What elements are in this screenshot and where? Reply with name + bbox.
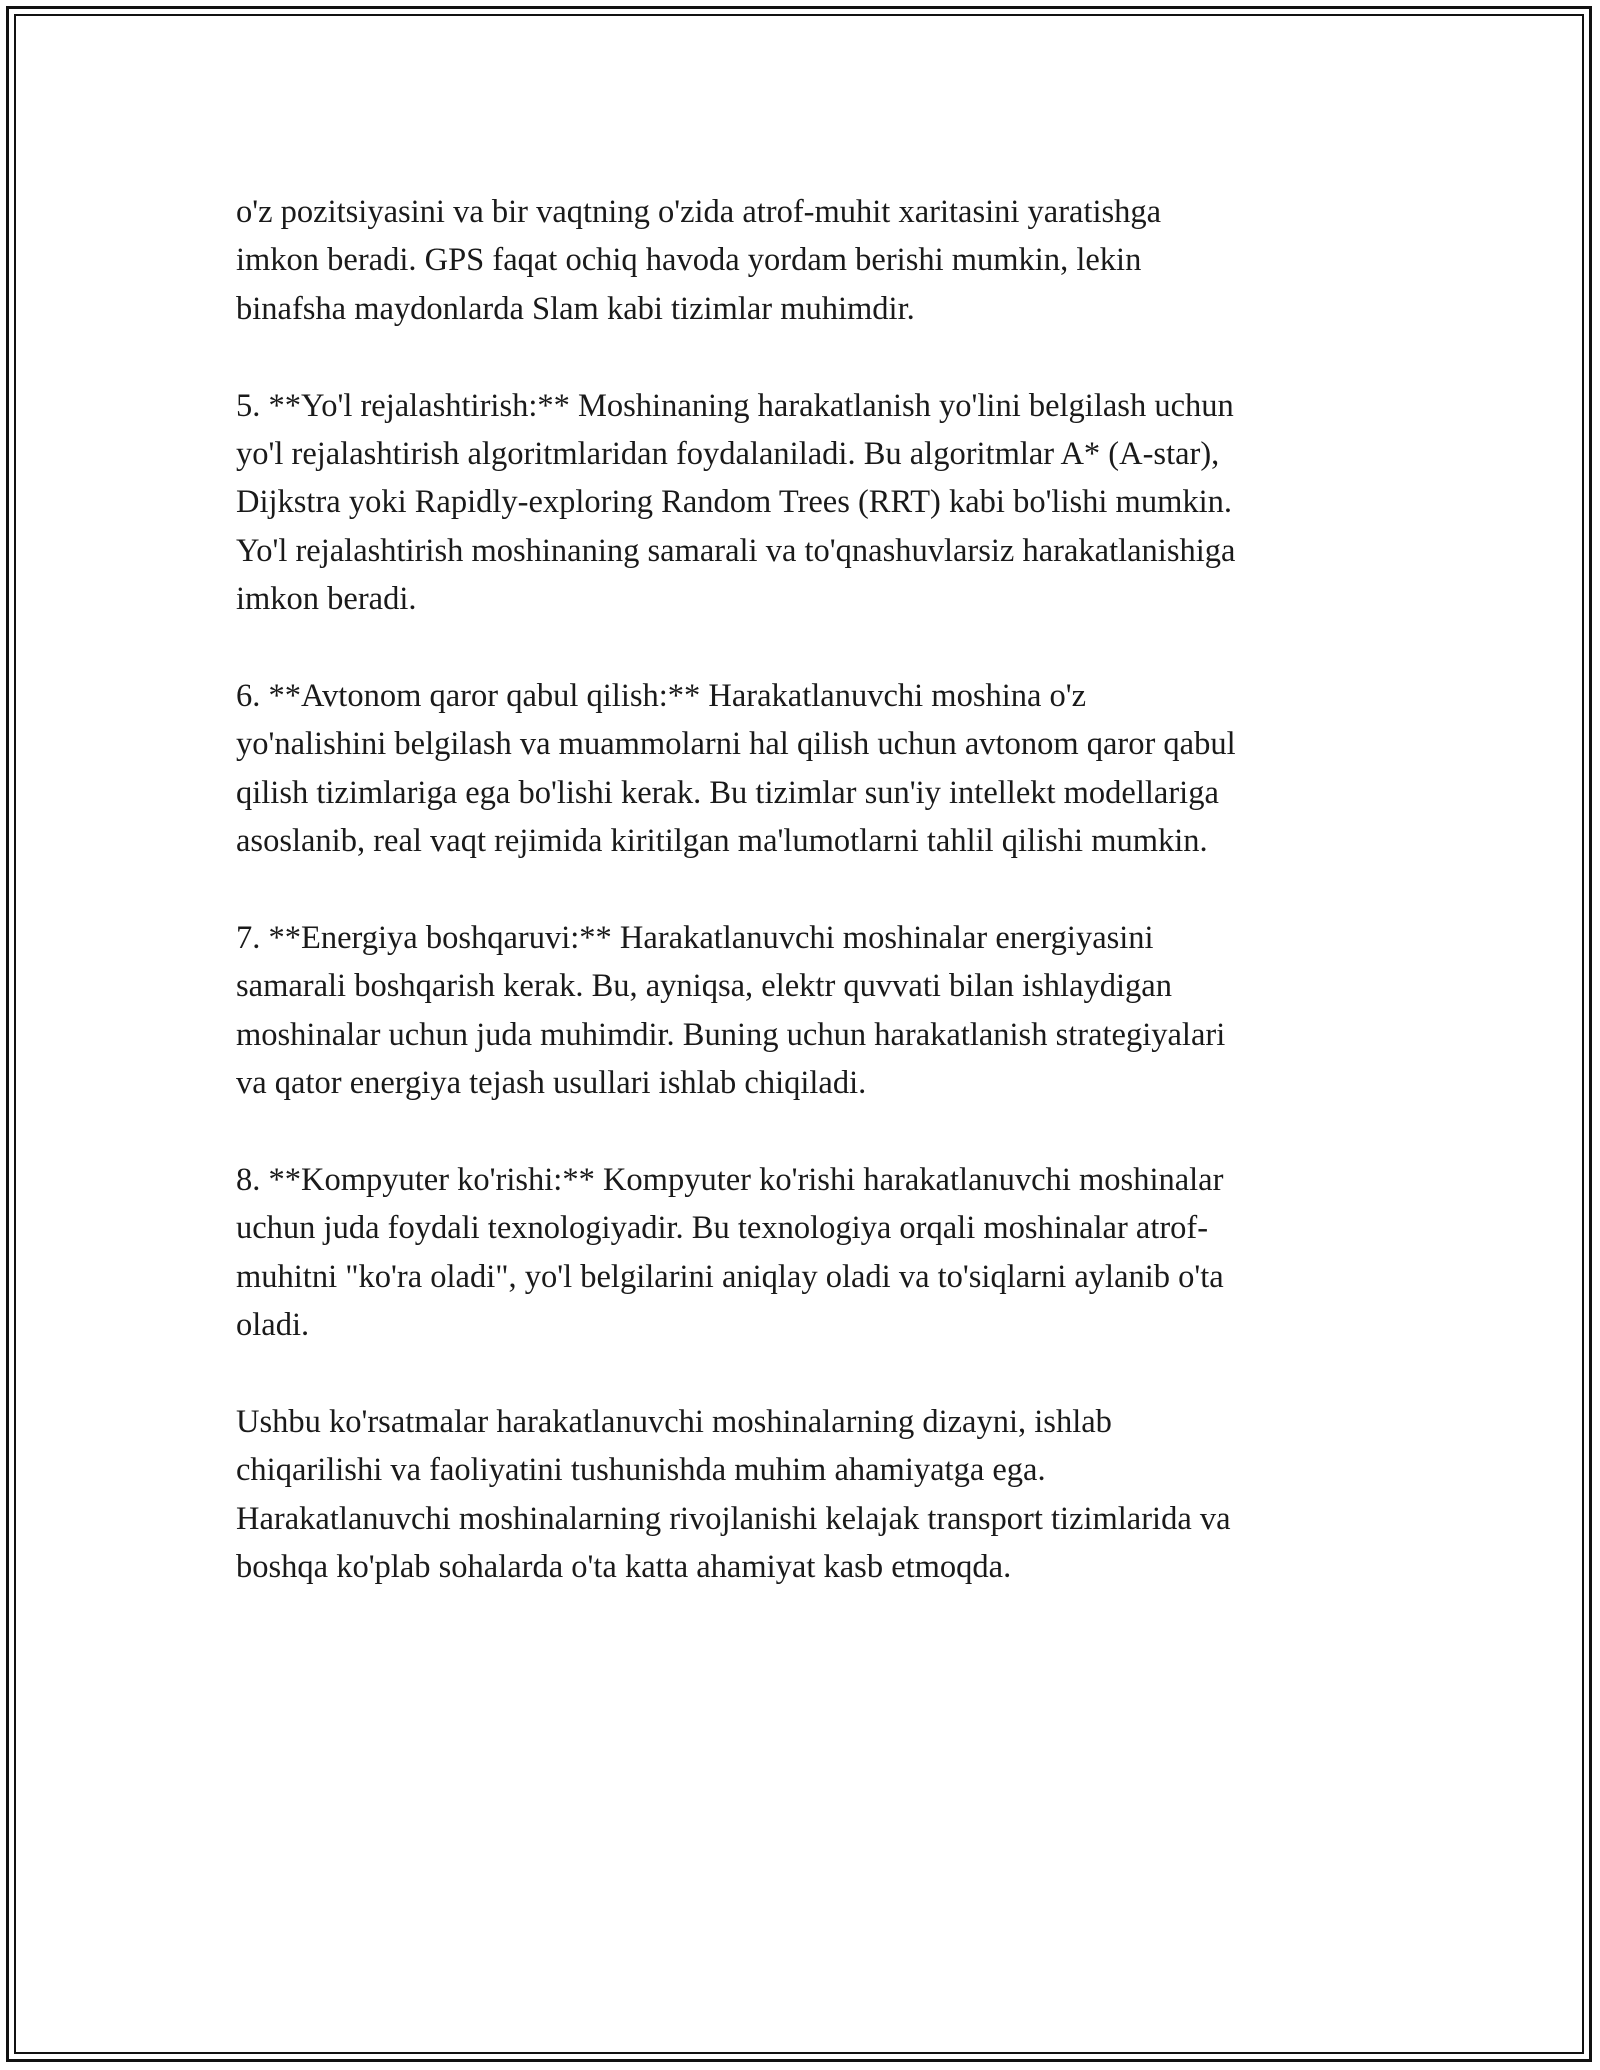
text-line: oladi. [236,1307,310,1344]
text-line: imkon beradi. [236,581,417,618]
paragraph-conclusion [236,1398,1376,1592]
paragraph-slam-continuation [236,188,1376,333]
text-line: muhitni "ko'ra oladi", yo'l belgilarini aniqlay oladi va to'siqlarni aylanib o'ta [236,1258,1224,1295]
text-line: Harakatlanuvchi moshinalarning rivojlanishi kelajak transport tizimlarida va [236,1500,1231,1537]
text-line: 7. **Energiya boshqaruvi:** Harakatlanuvchi moshinalar energiyasini [236,920,1154,957]
text-line: Yo'l rejalashtirish moshinaning samarali va to'qnashuvlarsiz harakatlanishiga [236,532,1236,569]
text-line: qilish tizimlariga ega bo'lishi kerak. Bu tizimlar sun'iy intellekt modellariga [236,774,1219,811]
text-line: yo'nalishini belgilash va muammolarni hal qilish uchun avtonom qaror qabul [236,726,1236,763]
text-line: Ushbu ko'rsatmalar harakatlanuvchi moshinalarning dizayni, ishlab [236,1404,1112,1441]
text-line: uchun juda foydali texnologiyadir. Bu texnologiya orqali moshinalar atrof- [236,1210,1209,1247]
text-line: moshinalar uchun juda muhimdir. Buning uchun harakatlanish strategiyalari [236,1016,1226,1053]
paragraph-item-5-path-planning [236,382,1376,624]
paragraph-item-8-computer-vision [236,1156,1376,1350]
text-line: chiqarilishi va faoliyatini tushunishda muhim ahamiyatga ega. [236,1452,1046,1489]
text-line: yo'l rejalashtirish algoritmlaridan foydalaniladi. Bu algoritmlar A* (A-star), [236,436,1220,473]
text-line: 8. **Kompyuter ko'rishi:** Kompyuter ko'rishi harakatlanuvchi moshinalar [236,1162,1224,1199]
document-body [236,188,1376,1640]
paragraph-item-7-energy-management [236,914,1376,1108]
text-line: 5. **Yo'l rejalashtirish:** Moshinaning harakatlanish yo'lini belgilash uchun [236,387,1234,424]
text-line: 6. **Avtonom qaror qabul qilish:** Harakatlanuvchi moshina o'z [236,678,1087,715]
text-line: samarali boshqarish kerak. Bu, ayniqsa, elektr quvvati bilan ishlaydigan [236,968,1172,1005]
paragraph-item-6-autonomous-decisions [236,672,1376,866]
text-line: boshqa ko'plab sohalarda o'ta katta ahamiyat kasb etmoqda. [236,1549,1012,1586]
text-line: Dijkstra yoki Rapidly-exploring Random Trees (RRT) kabi bo'lishi mumkin. [236,484,1233,521]
text-line: binafsha maydonlarda Slam kabi tizimlar muhimdir. [236,290,915,327]
text-line: va qator energiya tejash usullari ishlab chiqiladi. [236,1065,867,1102]
text-line: o'z pozitsiyasini va bir vaqtning o'zida atrof-muhit xaritasini yaratishga [236,194,1162,230]
text-line: imkon beradi. GPS faqat ochiq havoda yordam berishi mumkin, lekin [236,242,1142,279]
text-line: asoslanib, real vaqt rejimida kiritilgan ma'lumotlarni tahlil qilishi mumkin. [236,823,1208,860]
